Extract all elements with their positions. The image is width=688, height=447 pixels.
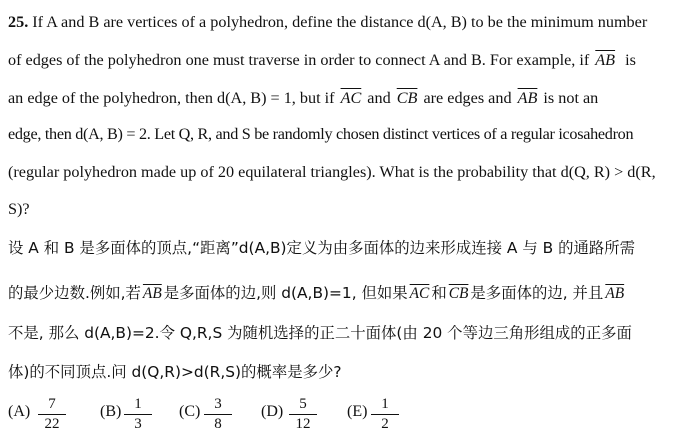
segment-ac: $\overline{AC}$ bbox=[340, 89, 362, 107]
problem-line-3 bbox=[8, 88, 598, 108]
cn-text-2c: 和 bbox=[431, 284, 447, 302]
cn-line-3 bbox=[8, 323, 632, 343]
segment-ab: $\overline{AB}$ bbox=[595, 51, 616, 69]
problem-line-2 bbox=[8, 50, 636, 70]
choice-e-fraction bbox=[371, 396, 399, 433]
choice-b-label: (B) bbox=[100, 403, 122, 420]
en-text-3c: are edges and bbox=[423, 89, 512, 107]
problem-line-6 bbox=[8, 199, 30, 219]
choice-e-num: 1 bbox=[371, 396, 399, 415]
cn-line-2 bbox=[8, 283, 626, 304]
cn-text-2d: 是多面体的边, 并且 bbox=[470, 284, 604, 302]
choice-c-label: (C) bbox=[179, 403, 201, 420]
choice-a-label: (A) bbox=[8, 403, 31, 420]
choice-c-num: 3 bbox=[204, 396, 232, 415]
en-text-2: of edges of the polyhedron one must traverse in order to connect A and B. For example, if bbox=[8, 51, 590, 69]
choice-b-den: 3 bbox=[134, 416, 142, 432]
cn-text-4: 体)的不同顶点.问 d(Q,R)>d(R,S)的概率是多少? bbox=[8, 363, 342, 381]
choice-d-label: (D) bbox=[261, 403, 284, 420]
en-text-3: an edge of the polyhedron, then d(A, B) = 1, but if bbox=[8, 89, 335, 107]
cn-text-1: 设 A 和 B 是多面体的顶点,“距离”d(A,B)定义为由多面体的边来形成连接 A 与 B 的通路所需 bbox=[8, 239, 636, 257]
segment-cb: $\overline{CB}$ bbox=[396, 89, 418, 107]
choice-e-label: (E) bbox=[347, 403, 368, 420]
en-text-3d: is not an bbox=[543, 89, 599, 107]
choice-d-num: 5 bbox=[289, 396, 317, 415]
choice-b-num: 1 bbox=[124, 396, 152, 415]
cn-text-2: 的最少边数.例如,若 bbox=[8, 284, 141, 302]
en-text-5: (regular polyhedron made up of 20 equilateral triangles). What is the probability that d(Q, R) > d(R, bbox=[8, 163, 656, 181]
choice-a-den: 22 bbox=[44, 416, 60, 432]
problem-line-4 bbox=[8, 124, 633, 144]
cn-segment-ac: $\overline{AC}$ bbox=[409, 285, 430, 302]
en-text-1: If A and B are vertices of a polyhedron, define the distance d(A, B) to be the minimum number bbox=[32, 13, 648, 31]
choice-d-den: 12 bbox=[295, 416, 311, 432]
choice-c-den: 8 bbox=[214, 416, 222, 432]
choice-e-den: 2 bbox=[381, 416, 389, 432]
problem-line-1 bbox=[8, 12, 647, 32]
choice-c-fraction bbox=[204, 396, 232, 433]
choice-d-fraction bbox=[289, 396, 317, 433]
choice-b-fraction bbox=[124, 396, 152, 433]
segment-ab-2: $\overline{AB}$ bbox=[517, 89, 538, 107]
en-text-4: edge, then d(A, B) = 2. Let Q, R, and S be randomly chosen distinct vertices of a regular icosahedron bbox=[8, 125, 634, 143]
choice-a-num: 7 bbox=[38, 396, 66, 415]
cn-text-3: 不是, 那么 d(A,B)=2.令 Q,R,S 为随机选择的正二十面体(由 20 个等边三角形组成的正多面 bbox=[8, 324, 632, 342]
en-text-3b: and bbox=[367, 89, 391, 107]
en-text-2b: is bbox=[625, 51, 636, 69]
cn-text-2b: 是多面体的边,则 d(A,B)=1, 但如果 bbox=[163, 284, 408, 302]
cn-segment-ab-2: $\overline{AB}$ bbox=[605, 285, 625, 302]
cn-line-1 bbox=[8, 238, 635, 258]
en-text-6: S)? bbox=[8, 200, 30, 218]
cn-segment-ab: $\overline{AB}$ bbox=[142, 285, 162, 302]
cn-segment-cb: $\overline{CB}$ bbox=[448, 285, 469, 302]
choice-a-fraction bbox=[38, 396, 66, 433]
cn-line-4 bbox=[8, 362, 342, 382]
problem-number: 25. bbox=[8, 13, 29, 31]
problem-line-5 bbox=[8, 162, 656, 182]
